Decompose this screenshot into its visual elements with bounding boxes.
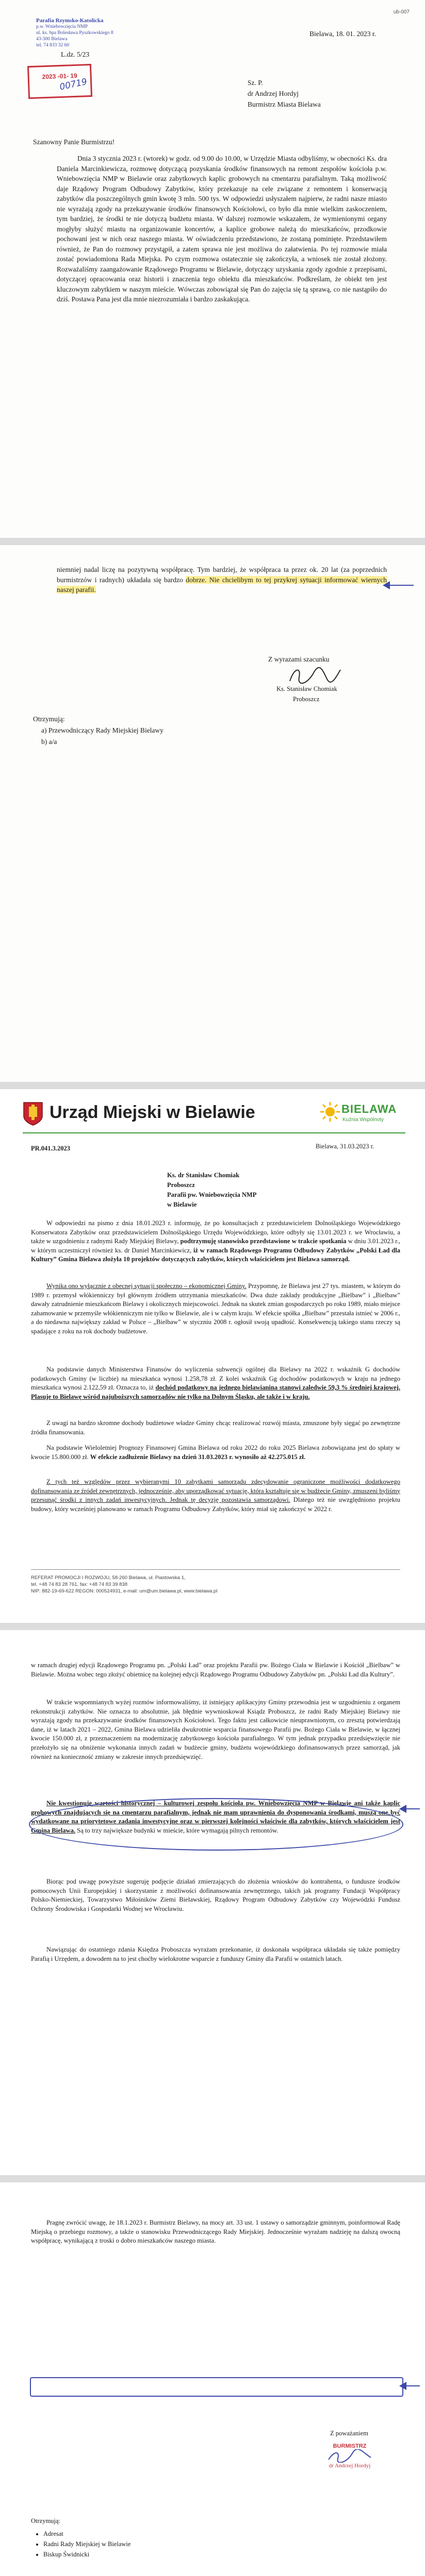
letter-page-1 [0,0,425,538]
place-date: Bielawa, 31.03.2023 r. [316,1143,374,1150]
addressee-line: Proboszcz [167,1181,195,1189]
coat-of-arms-icon [23,1101,43,1126]
addressee-line: Parafii pw. Wniebowzięcia NMP [167,1191,257,1198]
addressee-block [248,77,321,110]
paragraph: W trakcie wspomnianych wyżej rozmów informowaliśmy, iż istniejący aplikacyjny Gminy przewodnia jest w uzgodnieniu z organem rekonstrukcji zabytków. Nie oznacza to absolutnie, jak błędnie wywnioskował Ksiądz Proboszcz, że radni Rady Miejskiej Bielawy nie wyrażają zgody na przekazywanie środków finansowych Kościołowi. Tego faktu jest całkowicie nieuprawnionym, co zresztą potwierdzają dane, iż w latach 2021 – 2022, Gmina Bielawa udzieliła dwukrotnie wsparcia finansowego Parafii pw. Bożego Ciała w Bielawie, w łącznej kwocie 150.000 zł, z przeznaczeniem na modernizację zabytkowego kościoła parafialnego. W tym jednak przypadku przedsięwzięcie nie przełożyło się na obniżenie wykonania innych zadań w budżecie gminy, budżetu wojewódzkiego dofinansowanych przez samorząd, jak również na konieczność zmiany w zakresie innych przedsięwzięć. [31,1699,400,1760]
recipient: • Adresat [43,2529,130,2539]
page-separator [0,538,425,545]
paragraph [31,1365,400,1401]
paragraph: w ramach drugiej edycji Rządowego Programu pn. „Polski Ład” oraz projektu Parafii pw. Bożego Ciała w Bielawie i Kościół „Bielbaw” w Bielawie. Można wobec tego złożyć obietnicę na kolejnej edycji Rządowego Programu Odbudowy Zabytków pn. „Polski Ład dla Kultury”. [31,1662,400,1678]
annotation-arrow-head [383,581,390,589]
recipients-title: Otrzymują: [33,715,65,723]
sender-line: 43-300 Bielawa [36,37,68,42]
footer-block [31,1574,217,1595]
underlined-text: Z tych też względów przez wybieranymi 10 zabytkami samorządu zdecydowanie ograniczone możliwości dodatkowego dofinansowania ze źródeł zewnętrznych, jednocześnie, aby uporządkować sytuację, która kształtuje się w budżecie Gminy, zmuszeni byliśmy przesunąć środki z innych zadań inwestycyjnych. Jednak tę decyzję pozostawia samorządowi. [31,1478,400,1504]
paragraph [31,1282,400,1336]
sender-line: Parafia Rzymsko-Katolicka [36,18,104,24]
paragraph-text: w dniu 3.01.2023 r., w którym uczestniczył również ks. dr Daniel Marcinkiewicz, [31,1238,400,1254]
annotation-arrow [404,1808,420,1809]
sender-line: p.w. Wniebowzięcia NMP [36,24,88,29]
page-separator [0,1082,425,1089]
footer-line: tel. +48 74 83 28 761, fax: +48 74 83 39 838 [31,1582,127,1587]
stamp-number: 00719 [58,76,88,93]
annotation-arrow [388,585,414,586]
logo-tagline: Kuźnia Wspólnoty [342,1117,384,1123]
footer-line: REFERAT PROMOCJI I ROZWOJU, 58-260 Bielawa, ul. Piastowska 1, [31,1575,186,1581]
annotation-arrow-head [399,2382,406,2390]
document-number: ub-007 [393,9,410,15]
handwritten-signature [287,666,344,686]
recipient: a) Przewodniczący Rady Miejskiej Bielawy [41,726,164,734]
underlined-bold-text: Nie kwestionuję wartości historycznej – kulturowej zespołu kościoła pw. Wniebowzięcia NMP w Bielawie ani także kaplic grobowych znajdujących się na cmentarzu parafialnym, jednak nie mam uprawnienia do dysponowania środkami, muszą one być wydatkowane na priorytetowe zadania inwestycyjne oraz w pierwszej kolejności właściwie dla zabytków, których właścicielem jest Gmina Bielawa. [31,1800,400,1834]
letter-body: Dnia 3 stycznia 2023 r. (wtorek) w godz. od 9.00 do 10.00, w Urzędzie Miasta odbyliśmy, w obecności Ks. dra Daniela Marcinkiewicza, rozmowę dotyczącą pozyskania środków finansowych na remont zespołów kościoła p.w. Wniebowzięcia NMP w Bielawie oraz zabytkowych kaplic grobowych na cmentarzu parafialnym. Taką możliwość daje Rządowy Program Odbudowy Zabytków, który przekazuje na cele związane z remontem i konserwacją zabytków dla poszczególnych gmin kwotę 3 mln. 500 tys. W odpowiedzi usłyszałem najpierw, że radni nasze miasto nie wyrażają zgody na przekazywanie środków finansowych Kościołowi, co było dla mnie wielkim zaskoczeniem, tym bardziej, że środki te nie dotyczą budżetu miasta. W dalszej rozmowie wskazałem, że wymienionymi organy mogłyby służyć miastu na organizowanie koncertów, a kaplice grobowe należą do mieszkańców, przodkowie pochowani jest w nich oraz naszego miasta. W oświadczeniu przedstawiono, że zostaną pominięte. Przedstawiłem również, że Pan do rozmowy przystąpił, a zatem sprawa nie jest możliwa do załatwienia. Po tej rozmowie miała zostać powiadomiona Rada Miejska. Po czym rozmowa ostatecznie się zakończyła, a wniosek nie został złożony. Rozważaliśmy zaangażowanie Rządowego Programu w Bielawie, dotyczący uzyskania zgody zgodnie z przepisami, dotyczącej opracowania oraz historii i znaczenia tego obiektu dla mieszkańców. Podkreślam, że obiekt ten jest kluczowym zabytkiem w naszym mieście. Wówczas zobowiązał się Pan do zajęcia się tą sprawą, co nie nastąpiło do dziś. Postawa Pana jest dla mnie niezrozumiała i bardzo zaskakująca. [57,155,387,303]
letter-page-1-continuation [0,545,425,1082]
page-separator [0,2175,425,2182]
sun-logo-icon [320,1101,340,1122]
reference-number: PR.041.3.2023 [31,1145,71,1152]
paragraph-text: Na podstawie danych Ministerstwa Finansów do wyliczenia subwencji ogólnej dla Bielawy na 2022 r. wskaźnik G dochodów podatkowych Gminy (w liczbie) na mieszkańca wynosi 1.258,78 zł. Z kolei wskaźnik Gg dochodów podatkowych w kraju na jednego mieszkańca wynosi 2.122,59 zł. Oznacza to, iż [31,1366,400,1392]
paragraph [31,1219,400,1264]
paragraph: Nawiązując do ostatniego zdania Księdza Proboszcza wyrażam przekonanie, iż doskonała współpraca układała się także pomiędzy Parafią i Urzędem, a dowodem na to jest choćby wielokrotne wsparcie z funduszy Gminy dla Parafii w ostatnich latach. [31,1946,400,1962]
salutation: Szanowny Panie Burmistrzu! [33,138,115,146]
paragraph [31,1478,400,1514]
letter-page-2 [0,1089,425,1623]
recipient: b) a/a [41,738,57,745]
paragraph-text: Są to trzy największe budynki w mieście, które wymagają pilnych remontów. [77,1826,279,1834]
handwritten-signature [326,2449,373,2463]
paragraph [31,1444,400,1462]
letter-body-continued [57,565,387,595]
institution-heading: Urząd Miejski w Bielawie [50,1103,255,1122]
footer-rule [31,1569,400,1570]
stamp-date: 2023 -01- 19 [42,72,77,81]
recipient: • Biskup Świdnicki [43,2549,130,2560]
place-date: Bielawa, 18. 01. 2023 r. [309,30,376,38]
underlined-text: Wynika ono wyłącznie z obecnej sytuacji społeczno – ekonomicznej Gminy. [46,1282,247,1290]
logo-wordmark: BIELAWA [341,1103,397,1115]
signature-role: Proboszcz [293,696,320,703]
sender-block [36,18,144,48]
signature-name: Ks. Stanisław Chomiak [276,685,337,692]
paragraph-text: W odpowiedzi na pismo z dnia 18.01.2023 r. informuję, że po konsultacjach z przedstawicielem Dolnośląskiego Wojewódzkiego Konserwatora Zabytków oraz przedstawicielem Dolnośląskiego Urzędu Wojewódzkiego, które odbyły się 13.01.2023 r. we Wrocławiu, a także w uzgodnieniu z radnymi Rady Miejskiej Bielawy, [31,1219,400,1245]
addressee-line: Ks. dr Stanisław Chomiak [167,1172,240,1179]
body-cont-line-1: niemniej nadal liczę na pozytywną współpracę. Tym bardziej, że współpraca ta przez ok. 20 lat (za poprzednich burmistrzów i radnych) układała się bardzo [57,566,387,584]
annotation-arrow-head [399,1805,406,1813]
signer-title: BURMISTRZ [333,2443,367,2449]
addressee-line: dr Andrzej Hordyj [248,90,299,97]
paragraph-bold: iż w ramach Rządowego Programu Odbudowy Zabytków „Polski Ład dla Kultury” Gmina Bielawa złożyła 10 projektów dotyczących zabytków, których właścicielem jest Bielawa samorząd. [31,1246,400,1263]
highlight-band [30,2377,403,2397]
paragraph [31,2218,400,2246]
addressee-block [167,1171,256,1210]
paragraph-text: Na podstawie Wieloletniej Prognozy Finansowej Gmina Bielawa od roku 2022 do roku 2025 Bielawa zobowiązana jest do spłaty w kwocie 15.800.000 zł. [31,1444,400,1461]
paragraph: Z uwagi na bardzo skromne dochody budżetowe władze Gminy chcąc realizować rozwój miasta, zmuszone były sięgać po zewnętrzne źródła finansowania. [31,1419,400,1436]
header-rule [23,1132,405,1133]
addressee-line: Sz. P. [248,79,263,87]
reference-number: L.dz. 5/23 [61,50,90,58]
annotation-bracket [29,1798,403,1851]
registration-stamp [27,64,92,99]
recipients-list [31,2529,130,2560]
signature-stamp [319,2443,381,2469]
closing: Z poważaniem [330,2430,368,2437]
paragraph-text: Pragnę zwrócić uwagę, że 18.1.2023 r. Burmistrz Bielawy, na mocy art. 33 ust. 1 ustawy o samorządzie gminnym, poinformował Radę Miejską o przebiegu rozmowy, a także o stanowisku Przewodniczącego Rady Miejskiej. Jednocześnie wyrażam nadzieję na dalszą owocną współpracę, wynikającą z troski o dobro mieszkańców naszego miasta. [31,2219,400,2245]
addressee-line: Burmistrz Miasta Bielawa [248,100,321,108]
letter-page-3 [0,1630,425,2175]
highlighted-sentence: dobrze. Nie chcielibym to tej przykrej sytuacji informować wiernych naszej parafii. [57,575,387,594]
underlined-bold-text: dochód podatkowy na jednego bielawianina stanowi zaledwie 59,3 % średniej krajowej. Plasuje to Bielawę wśród najuboższych samorządów nie tylko na Dolnym Śląsku, ale także i w kraju. [31,1384,400,1400]
paragraph-text: Przypomnę, że Bielawa jest 27 tys. miastem, w którym do 1989 r. przemysł włókienniczy był głównym źródłem utrzymania mieszkańców. Dwa duże zakłady produkcyjne „Bielbaw” i „Bielbaw” dawały zatrudnienie mieszkańcom Bielawy i okolicznych miejscowości. Jednak na skutek zmian gospodarczych po roku 1989, miało miejsce zahamowanie w przemyśle włókienniczym nie tylko w Bielawie, ale i w całym kraju. W efekcie spółka „Bielbaw” przestała istnieć w 2006 r., a do niedawna największy zakład w Polsce – „Bielbaw” w styczniu 2008 r. ogłosił swoją upadłość. Konsekwencją takiego stanu rzeczy są spadające z roku na rok dochody budżetowe. [31,1282,400,1335]
sender-line: ul. ks. bpa Bolesława Pyszkowskiego 8 [36,30,113,36]
letter-page-4 [0,2182,425,2576]
addressee-line: w Bielawie [167,1201,197,1208]
paragraph-bold: podtrzymuję stanowisko przedstawione w trakcie spotkania [180,1238,347,1245]
annotation-arrow [404,2385,420,2386]
paragraph-text: Dlatego też nie uwzględniono projektu budowy, który wcześniej planowano w ramach Programu Odbudowy Zabytków, który miał się zakończyć w 2022 r. [31,1496,401,1513]
recipients-title: Otrzymują: [31,2517,60,2524]
page-separator [0,1623,425,1630]
footer-line: NIP: 882-19-69-622 REGON: 000524931, e-mail: um@um.bielawa.pl, www.bielawa.pl [31,1588,218,1594]
signer-name: dr Andrzej Hordyj [329,2463,371,2469]
closing: Z wyrazami szacunku [268,655,330,663]
paragraph-bold: W efekcie zadłużenie Bielawy na dzień 31.03.2023 r. wynosiło aż 42.275.015 zł. [90,1453,306,1461]
recipient: • Radni Rady Miejskiej w Bielawie [43,2539,130,2549]
city-logo [320,1099,407,1127]
paragraph: Biorąc pod uwagę powyższe sugeruję podjęcie działań zmierzających do złożenia wniosków do kontrahenta, o fundusze środków pomocowych Unii Europejskiej i skorzystanie z możliwości dofinansowania zewnętrznego, takich jak programy Fundacji Współpracy Polsko-Niemieckiej, Towarzystwo Miłośników Ziemi Bielawskiej, Rządowy Program Odbudowy Zabytków czy Wojewódzki Fundusz Ochrony Środowiska i Gospodarki Wodnej we Wrocławiu. [31,1878,400,1912]
sender-line: tel. 74 833 32 60 [36,43,70,48]
